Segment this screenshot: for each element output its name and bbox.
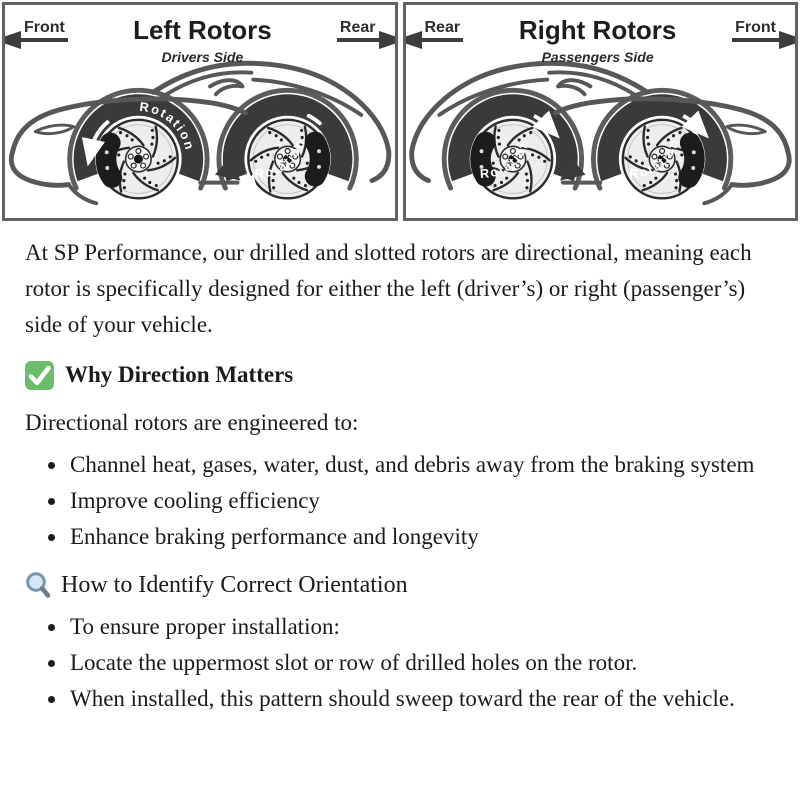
section-heading-text: Why Direction Matters [65, 362, 294, 387]
right-rotors-panel [403, 2, 799, 221]
section-heading-identify-orientation [25, 567, 775, 603]
installation-list [25, 609, 775, 717]
article-body [0, 221, 800, 717]
intro-paragraph: At SP Performance, our drilled and slotted rotors are directional, meaning each rotor is specifically designed for either the left (driver’s) or right (passenger’s) side of your vehicle. [25, 240, 752, 337]
right-panel-title: Right Rotors [518, 15, 677, 45]
front-label: Front [24, 19, 65, 36]
left-car-illustration [5, 56, 395, 216]
lead-paragraph: Directional rotors are engineered to: [25, 410, 359, 435]
benefits-list [25, 447, 775, 555]
right-panel-header [406, 5, 796, 65]
rotation-label-front-left: Rotation [138, 98, 198, 153]
rear-label: Rear [339, 19, 376, 36]
right-car-illustration [406, 56, 796, 216]
rear-arrow-right-icon [337, 19, 379, 42]
front-arrow-right-icon [732, 19, 779, 42]
left-panel-subtitle: Drivers Side [161, 49, 244, 65]
right-panel-subtitle: Passengers Side [541, 49, 654, 65]
rotation-label-rear-right: Rotation [478, 136, 533, 182]
list-item: • Enhance braking performance and longevity [68, 519, 775, 555]
list-item: • Channel heat, gases, water, dust, and debris away from the braking system [68, 447, 775, 483]
section-heading-text: How to Identify Correct Orientation [61, 572, 408, 598]
rear-arrow-left-icon [422, 19, 464, 42]
right-panel-titles [519, 15, 676, 65]
list-item: • Improve cooling efficiency [68, 483, 775, 519]
rotation-label-rear-left: Rotation [254, 136, 308, 182]
section-heading-why-direction-matters [25, 357, 775, 393]
front-label: Front [735, 19, 776, 36]
list-item: • Locate the uppermost slot or row of drilled holes on the rotor. [68, 645, 775, 681]
green-check-icon [25, 361, 54, 390]
magnifying-glass-icon [25, 571, 52, 600]
left-rotors-panel [2, 2, 398, 221]
left-panel-header [5, 5, 395, 65]
left-panel-titles [133, 15, 272, 65]
rotation-label-front-right: Rotation [628, 136, 682, 182]
list-item: • When installed, this pattern should sweep toward the rear of the vehicle. [68, 681, 775, 717]
left-panel-title: Left Rotors [133, 15, 272, 45]
front-arrow-left-icon [21, 19, 68, 42]
rear-label: Rear [424, 19, 461, 36]
list-item: • To ensure proper installation: [68, 609, 775, 645]
rotor-orientation-diagram [0, 0, 800, 221]
